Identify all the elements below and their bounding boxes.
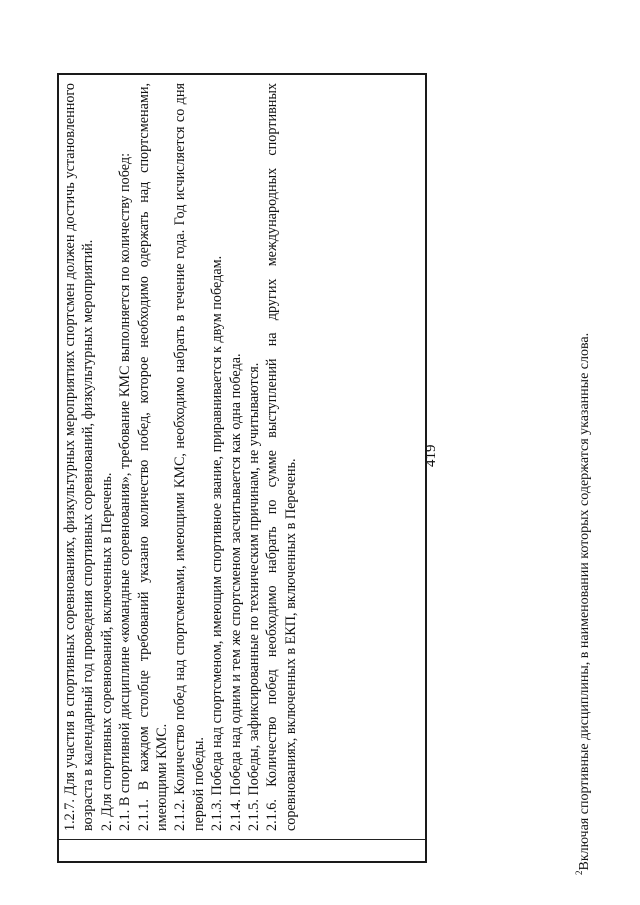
requirements-table <box>57 73 427 863</box>
paragraph-2-1-1: 2.1.1. В каждом столбце требований указано количество побед, которое необходимо одержать над спортсменами, имеющими КМС. <box>135 83 171 831</box>
footnote-marker: 2 <box>574 870 584 875</box>
paragraph-2-1-3: 2.1.3. Победа над спортсменом, имеющим спортивное звание, приравнивается к двум победам. <box>209 255 226 831</box>
paragraph-2-1-5: 2.1.5. Победы, зафиксированные по техническим причинам, не учитываются. <box>246 362 263 831</box>
footnote <box>574 333 593 875</box>
page-number: 419 <box>423 444 439 467</box>
paragraph-2-1-6: 2.1.6. Количество побед необходимо набрать по сумме выступлений на других международных спортивных соревнованиях, включенных в ЕКП, включенных в Перечень. <box>264 83 299 831</box>
table-text-cell <box>61 83 300 831</box>
footnote-text: Включая спортивные дисциплины, в наименовании которых содержатся указанные слова. <box>577 332 592 871</box>
table-left-column <box>59 839 425 861</box>
paragraph-2-1: 2.1. В спортивной дисциплине «командные соревнования», требование КМС выполняется по количеству побед: <box>117 152 134 831</box>
paragraph-2-1-2: 2.1.2. Количество побед над спортсменами, имеющими КМС, необходимо набрать в течение года. Год исчисляется со дня первой победы. <box>172 83 207 831</box>
paragraph-1-2-7: 1.2.7. Для участия в спортивных соревнованиях, физкультурных мероприятиях спортсмен должен достичь установленного возраста в календарный год проведения спортивных соревнований, физкультурных мероприятий. <box>62 83 97 831</box>
paragraph-2: 2. Для спортивных соревнований, включенных в Перечень. <box>98 472 115 831</box>
paragraph-2-1-4: 2.1.4. Победа над одним и тем же спортсменом засчитывается как одна победа. <box>227 353 244 831</box>
